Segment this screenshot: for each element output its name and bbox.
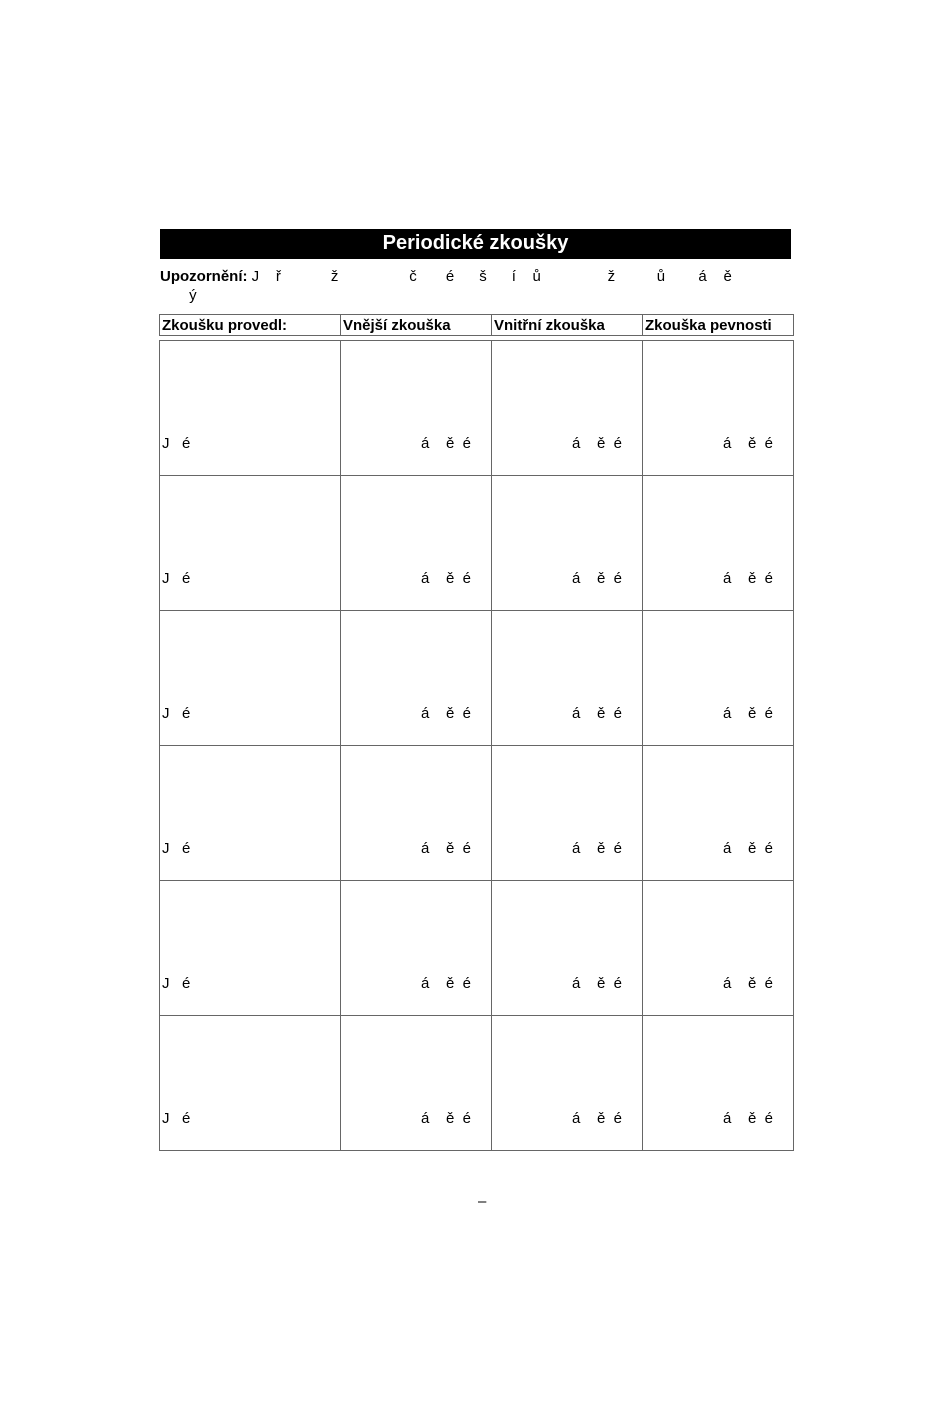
- date-signature-label: á ě é: [420, 435, 471, 452]
- notice: [160, 267, 791, 305]
- inspection-grid: [159, 340, 794, 1151]
- internal-test-cell[interactable]: [492, 746, 643, 881]
- date-signature-label: á ě é: [571, 840, 622, 857]
- internal-test-cell[interactable]: [492, 611, 643, 746]
- internal-test-cell[interactable]: [492, 341, 643, 476]
- pressure-test-cell[interactable]: [643, 881, 794, 1016]
- header-row: [160, 315, 794, 336]
- pressure-test-cell[interactable]: [643, 476, 794, 611]
- date-signature-label: á ě é: [420, 840, 471, 857]
- inspector-cell[interactable]: [160, 1016, 341, 1151]
- notice-line-1: [160, 267, 791, 286]
- external-test-cell[interactable]: [341, 746, 492, 881]
- header-pressure-test: Zkouška pevnosti: [643, 315, 794, 336]
- inspector-cell[interactable]: [160, 881, 341, 1016]
- inspector-name-label: J é: [162, 570, 191, 587]
- date-signature-label: á ě é: [571, 570, 622, 587]
- notice-label: Upozornění:: [160, 268, 248, 285]
- date-signature-label: á ě é: [420, 1110, 471, 1127]
- external-test-cell[interactable]: [341, 611, 492, 746]
- pressure-test-cell[interactable]: [643, 1016, 794, 1151]
- inspector-name-label: J é: [162, 435, 191, 452]
- table-row: [160, 611, 794, 746]
- table-row: [160, 341, 794, 476]
- page-title: Periodické zkoušky: [160, 229, 791, 259]
- date-signature-label: á ě é: [722, 840, 773, 857]
- table-row: [160, 746, 794, 881]
- internal-test-cell[interactable]: [492, 881, 643, 1016]
- table-row: [160, 881, 794, 1016]
- notice-text: J ř ž č é š í ů ž ů á ě: [247, 268, 732, 285]
- inspector-name-label: J é: [162, 705, 191, 722]
- notice-text-continued: ý: [160, 287, 197, 304]
- pressure-test-cell[interactable]: [643, 341, 794, 476]
- table-row: [160, 1016, 794, 1151]
- inspector-name-label: J é: [162, 1110, 191, 1127]
- internal-test-cell[interactable]: [492, 1016, 643, 1151]
- date-signature-label: á ě é: [722, 705, 773, 722]
- header-internal-test: Vnitřní zkouška: [492, 315, 643, 336]
- date-signature-label: á ě é: [420, 570, 471, 587]
- date-signature-label: á ě é: [722, 435, 773, 452]
- inspector-cell[interactable]: [160, 611, 341, 746]
- date-signature-label: á ě é: [722, 570, 773, 587]
- inspector-cell[interactable]: [160, 341, 341, 476]
- date-signature-label: á ě é: [420, 975, 471, 992]
- date-signature-label: á ě é: [571, 1110, 622, 1127]
- internal-test-cell[interactable]: [492, 476, 643, 611]
- date-signature-label: á ě é: [722, 1110, 773, 1127]
- table-row: [160, 476, 794, 611]
- date-signature-label: á ě é: [420, 705, 471, 722]
- external-test-cell[interactable]: [341, 881, 492, 1016]
- table-header: [159, 314, 794, 336]
- external-test-cell[interactable]: [341, 341, 492, 476]
- inspector-cell[interactable]: [160, 476, 341, 611]
- pressure-test-cell[interactable]: [643, 746, 794, 881]
- date-signature-label: á ě é: [571, 705, 622, 722]
- date-signature-label: á ě é: [571, 975, 622, 992]
- inspector-cell[interactable]: [160, 746, 341, 881]
- date-signature-label: á ě é: [571, 435, 622, 452]
- external-test-cell[interactable]: [341, 476, 492, 611]
- page-number-mark: –: [478, 1193, 487, 1210]
- header-external-test: Vnější zkouška: [341, 315, 492, 336]
- external-test-cell[interactable]: [341, 1016, 492, 1151]
- inspector-name-label: J é: [162, 975, 191, 992]
- header-inspector: Zkoušku provedl:: [160, 315, 341, 336]
- inspector-name-label: J é: [162, 840, 191, 857]
- date-signature-label: á ě é: [722, 975, 773, 992]
- pressure-test-cell[interactable]: [643, 611, 794, 746]
